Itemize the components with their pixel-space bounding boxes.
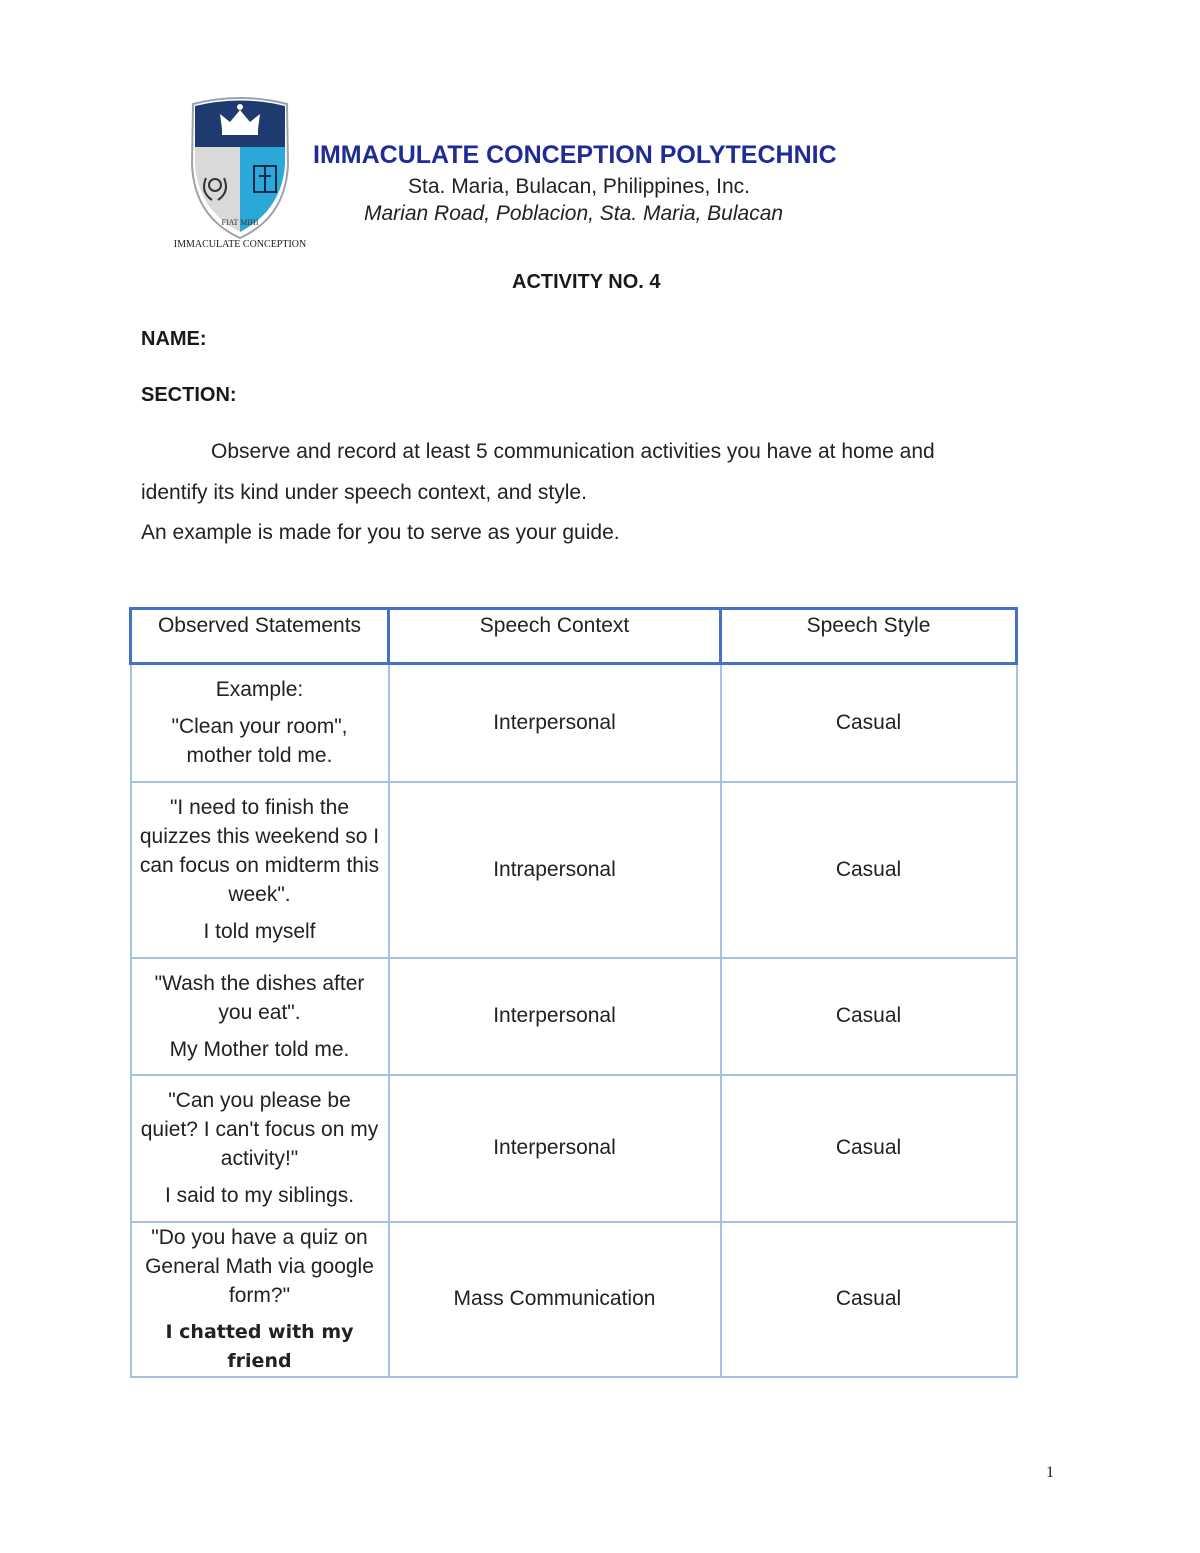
logo-motto: FIAT MIHI: [221, 218, 259, 227]
style-cell: Casual: [721, 664, 1017, 782]
context-cell: Intrapersonal: [389, 782, 721, 958]
instruction-line-1: Observe and record at least 5 communication activities you have at home and: [211, 440, 935, 463]
statement-text: "I need to finish the quizzes this weekend so I can focus on midterm this week".: [139, 796, 380, 906]
instruction-line-2: identify its kind under speech context, and style.: [141, 481, 587, 504]
context-cell: Interpersonal: [389, 1075, 721, 1222]
table-row: [131, 1075, 1017, 1222]
school-address-line2: Marian Road, Poblacion, Sta. Maria, Bulacan: [364, 202, 784, 225]
statement-cell: [131, 958, 389, 1075]
context-cell: Interpersonal: [389, 664, 721, 782]
style-cell: Casual: [721, 782, 1017, 958]
observation-table: [129, 607, 1018, 1378]
statement-text: Example:: [215, 678, 304, 702]
table-header-row: [131, 609, 1017, 664]
school-address-line1: Sta. Maria, Bulacan, Philippines, Inc.: [408, 175, 751, 198]
logo-caption: IMMACULATE CONCEPTION: [173, 239, 307, 250]
style-cell: Casual: [721, 958, 1017, 1075]
header-speech-style: Speech Style: [721, 609, 1017, 664]
table-row: [131, 1222, 1017, 1377]
school-logo: [160, 92, 320, 252]
header-speech-context: Speech Context: [389, 609, 721, 664]
statement-cell: [131, 1075, 389, 1222]
statement-text: "Wash the dishes after you eat".: [154, 971, 365, 1024]
page-number: 1: [1046, 1464, 1054, 1481]
context-cell: Mass Communication: [389, 1222, 721, 1377]
header-observed-statements: Observed Statements: [131, 609, 389, 664]
statement-cell: [131, 782, 389, 958]
statement-cell: [131, 1222, 389, 1377]
style-cell: Casual: [721, 1222, 1017, 1377]
statement-text: I said to my siblings.: [164, 1184, 355, 1207]
style-cell: Casual: [721, 1075, 1017, 1222]
statement-text: My Mother told me.: [169, 1037, 350, 1061]
table-row: [131, 782, 1017, 958]
statement-text: I chatted with my friend: [165, 1320, 354, 1372]
school-name: IMMACULATE CONCEPTION POLYTECHNIC: [313, 141, 837, 169]
statement-cell: [131, 664, 389, 782]
context-cell: Interpersonal: [389, 958, 721, 1075]
statement-text: I told myself: [203, 920, 316, 943]
name-label: NAME:: [141, 328, 207, 350]
activity-title: ACTIVITY NO. 4: [512, 271, 661, 293]
table-row: [131, 958, 1017, 1075]
statement-text: "Clean your room", mother told me.: [171, 715, 348, 768]
instruction-line-3: An example is made for you to serve as your guide.: [141, 521, 620, 544]
statement-text: "Do you have a quiz on General Math via google form?": [145, 1225, 374, 1307]
statement-text: "Can you please be quiet? I can't focus on my activity!": [140, 1089, 379, 1170]
table-row: [131, 664, 1017, 782]
section-label: SECTION:: [141, 384, 237, 406]
